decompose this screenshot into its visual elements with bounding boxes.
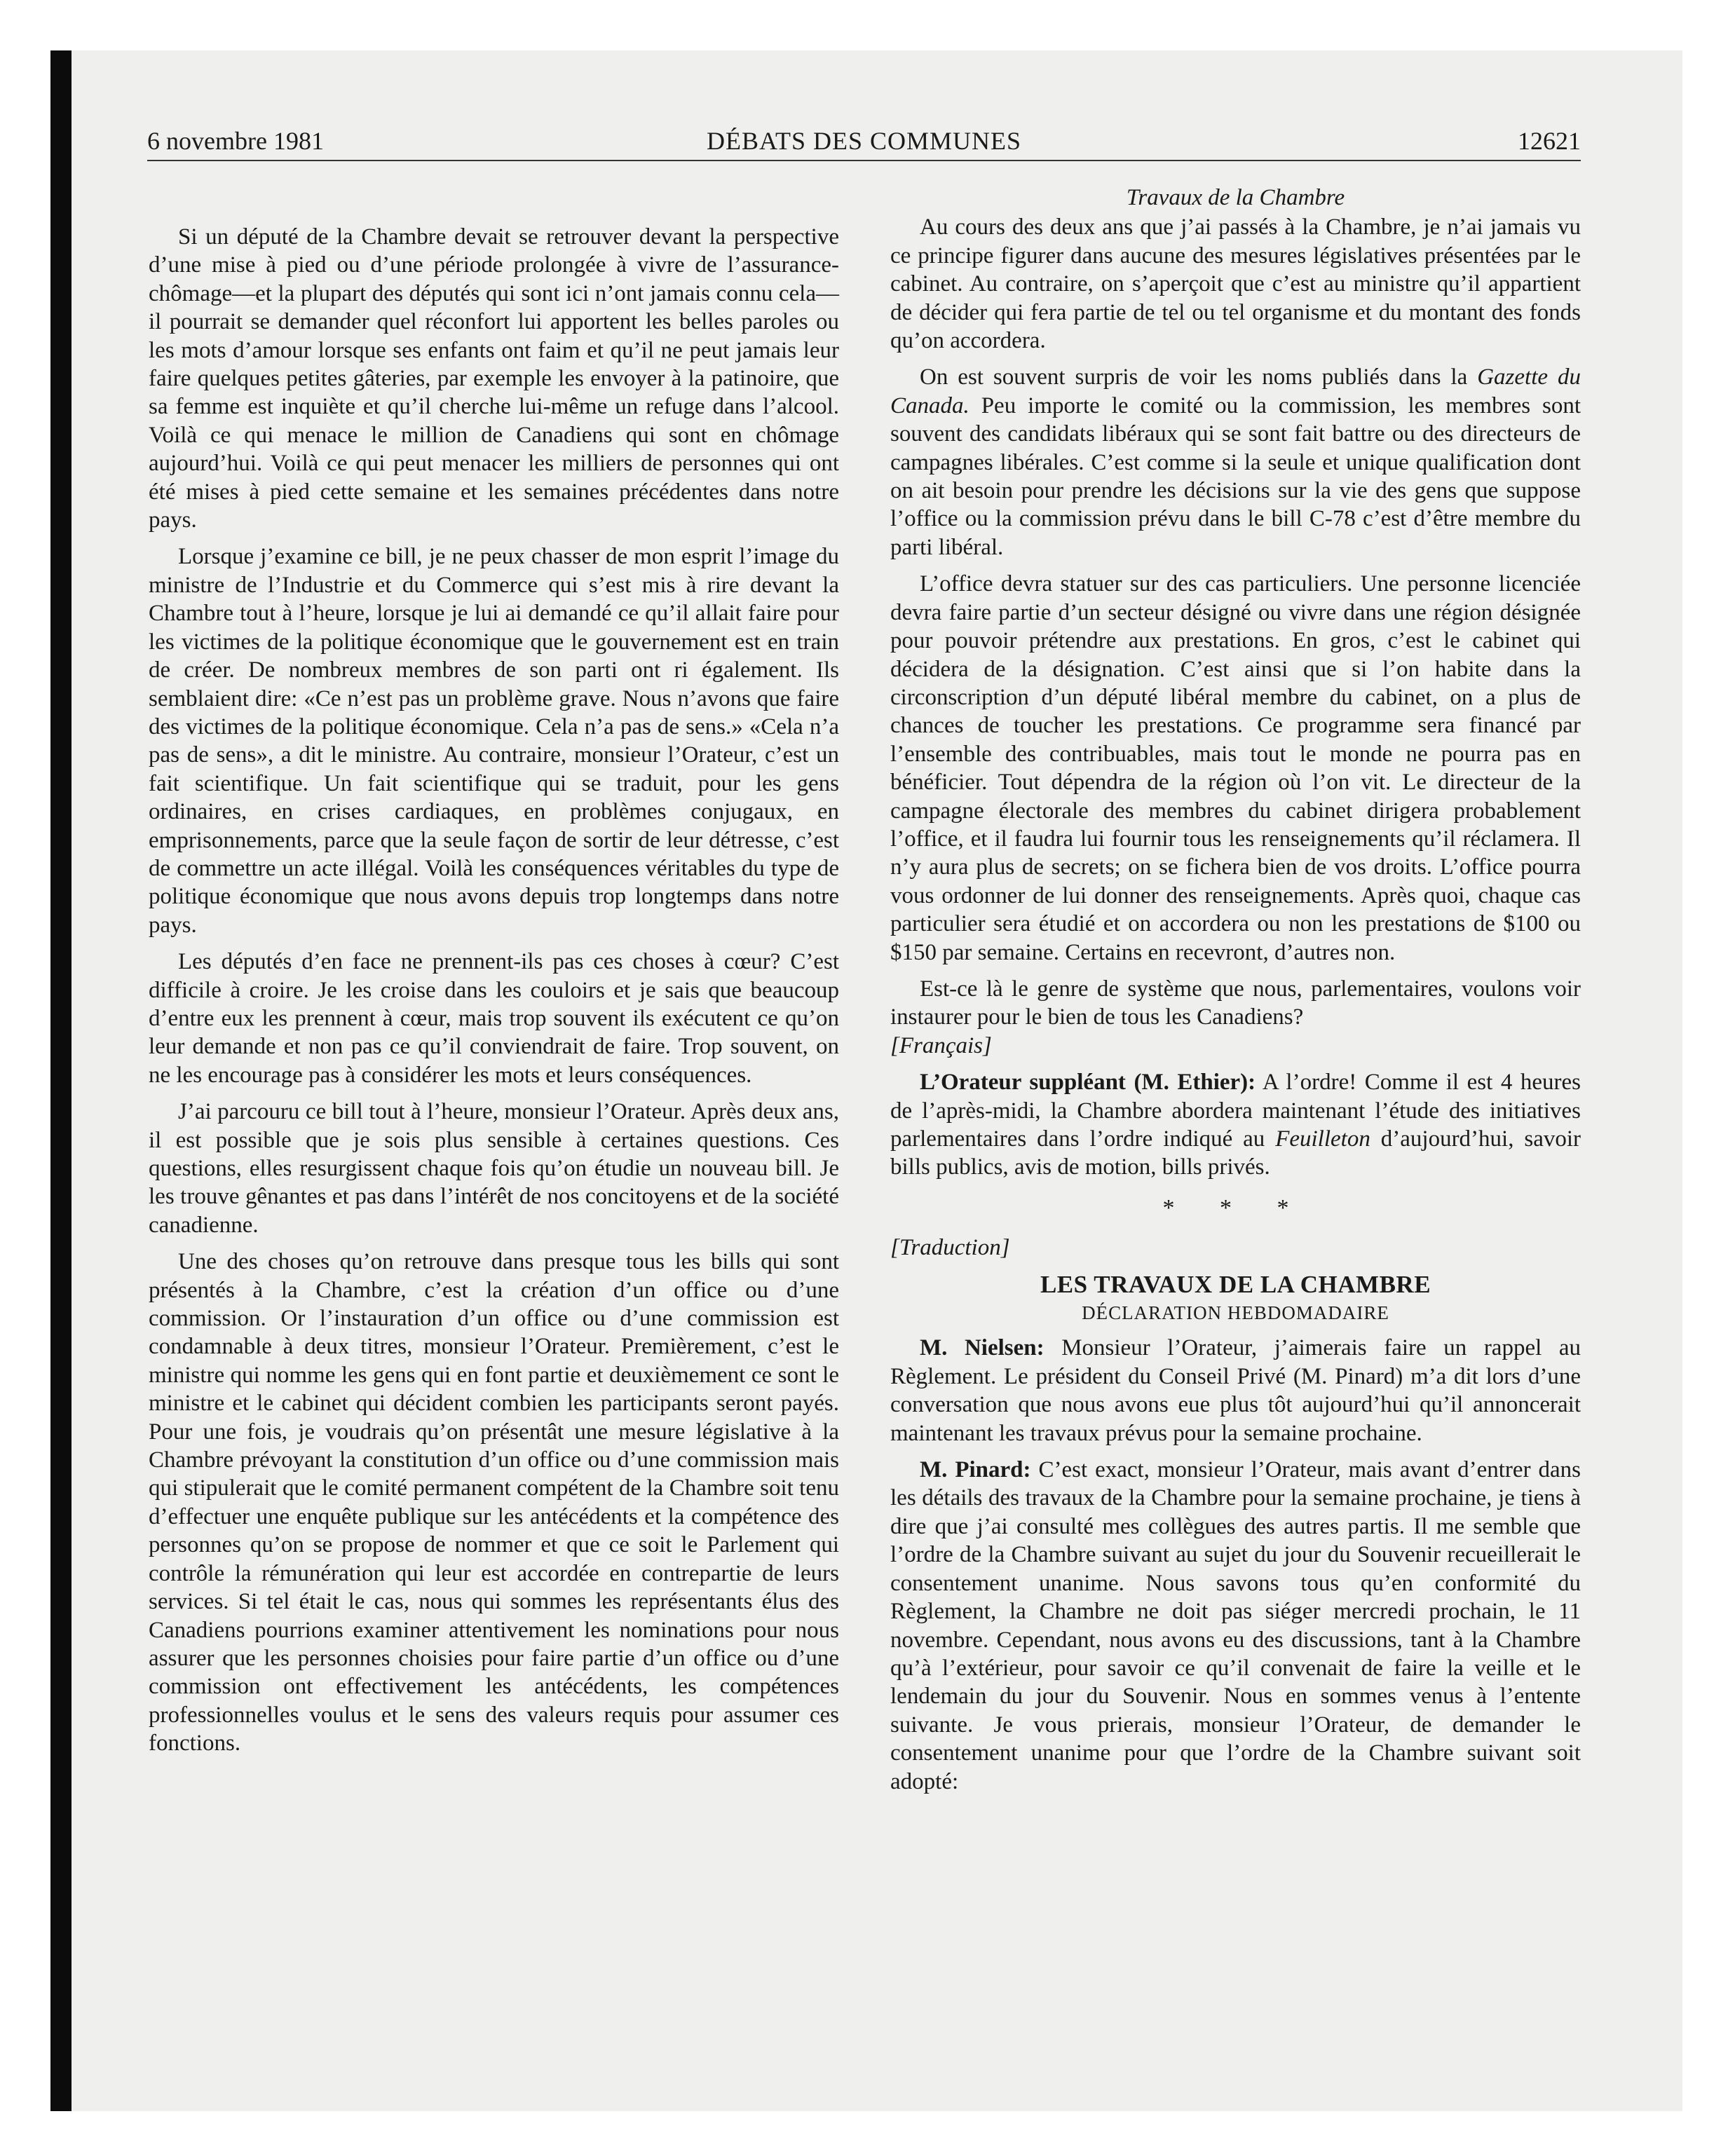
header-date: 6 novembre 1981 [147, 127, 324, 155]
paragraph: Lorsque j’examine ce bill, je ne peux chasser de mon esprit l’image du ministre de l’Industrie et du Commerce qui s’est mis à rire devant la Chambre tout à l’heure, lorsque je lui ai demandé ce qu’il allait faire pour les victimes de la politique économique que le gouvernement est en train de créer. De nombreux membres de son parti ont ri également. Ils semblaient dire: «Ce n’est pas un problème grave. Nous n’avons que faire des victimes de la politique économique. Cela n’a pas de sens.» «Cela n’a pas de sens», a dit le ministre. Au contraire, monsieur l’Orateur, c’est un fait scientifique. Un fait scientifique qui se traduit, pour les gens ordinaires, en crises cardiaques, en problèmes conjugaux, en emprisonnements, parce que la seule façon de sortir de leur détresse, c’est de commettre un acte illégal. Voilà les conséquences véritables du type de politique économique que nous avons depuis trop longtemps dans notre pays. [149, 544, 839, 938]
text-span: A l’ordre! Comme il est 4 heures de l’après-midi, la Chambre abordera maintenant l’étude des initiatives parlementaires dans l’ordre indiqué au [890, 1070, 1581, 1152]
paragraph: Au cours des deux ans que j’ai passés à la Chambre, je n’ai jamais vu ce principe figurer dans aucune des mesures législatives présentées par le cabinet. Au contraire, on s’aperçoit que c’est au ministre qu’il appartient de décider qui fera partie de tel ou tel organisme et du montant des fonds qu’on accordera. [890, 214, 1581, 354]
speech [890, 1456, 1581, 1796]
page-header [147, 126, 1581, 161]
text-span: C’est exact, monsieur l’Orateur, mais avant d’entrer dans les détails des travaux de la Chambre pour la semaine prochaine, je tiens à dire que j’ai consulté mes collègues des autres partis. Il me semble que l’ordre de la Chambre suivant au sujet du jour du Souvenir recueillerait le consentement unanime. Nous savons tous qu’en conformité du Règlement, la Chambre ne doit pas siéger mercredi prochain, le 11 novembre. Cependant, nous avons eu des discussions, tant à la Chambre qu’à l’extérieur, pour savoir ce qu’il convenait de faire la veille et le lendemain du jour du Souvenir. Nous en sommes venus à l’entente suivante. Je vous prierais, monsieur l’Orateur, de demander le consentement unanime pour que l’ordre de la Chambre suivant soit adopté: [890, 1457, 1581, 1794]
text-span: Monsieur l’Orateur, j’aimerais faire un rappel au Règlement. Le président du Conseil Privé (M. Pinard) m’a dit lors d’une conversation que nous avons eue plus tôt aujourd’hui qu’il annoncerait maintenant les travaux prévus pour la semaine prochaine. [890, 1335, 1581, 1446]
feuilleton-title: Feuilleton [1275, 1126, 1370, 1152]
right-column [890, 184, 1581, 1804]
speech [890, 1068, 1581, 1182]
text-span: d’aujourd’hui, savoir bills publics, avis de motion, bills privés. [890, 1126, 1581, 1180]
left-column [149, 223, 839, 1766]
section-separator: * * * [1162, 1194, 1309, 1221]
language-tag: [Français] [890, 1032, 992, 1058]
paragraph: Une des choses qu’on retrouve dans presque tous les bills qui sont présentés à la Chambre, c’est la création d’un office ou d’une commission. Or l’instauration d’un office ou d’une commission est condamnable à deux titres, monsieur l’Orateur. Premièrement, c’est le ministre qui nomme les gens qui en font partie et deuxièmement ce sont le ministre et le cabinet qui décident combien les participants seront payés. Pour une fois, je voudrais qu’on présentât une mesure législative à la Chambre prévoyant la constitution d’un office ou d’une commission mais qui stipulerait que le comité permanent compétent de la Chambre soit tenu d’effectuer une enquête publique sur les antécédents et la compétence des personnes qu’on se propose de nommer et que ce soit le Parlement qui contrôle la rémunération qui leur est accordée en contrepartie de leurs services. Si tel était le cas, nous qui sommes les représentants élus des Canadiens pourrions examiner attentivement les nominations pour nous assurer que les personnes choisies pour faire partie d’un office ou d’une commission ont effectivement les antécédents, les compétences professionnelles voulus et le sens des valeurs requis pour assumer ces fonctions. [149, 1249, 839, 1756]
binding-edge [50, 50, 72, 2111]
paragraph [890, 363, 1581, 561]
speaker-name: M. Pinard: [920, 1457, 1031, 1483]
section-subtitle: DÉCLARATION HEBDOMADAIRE [1082, 1302, 1389, 1324]
paragraph: L’office devra statuer sur des cas particuliers. Une personne licenciée devra faire partie d’un secteur désigné ou vivre dans une région désignée pour pouvoir prétendre aux prestations. En gros, c’est le cabinet qui décidera de la désignation. C’est ainsi que si l’on habite dans la circonscription d’un député libéral membre du cabinet, on a plus de chances de toucher les prestations. Ce programme sera financé par l’ensemble des contribuables, mais tout le monde ne pourra pas en bénéficier. Tout dépendra de la région où l’on vit. Le directeur de la campagne électorale des membres du cabinet dirigera probablement l’office, et il faudra lui fournir tous les renseignements qu’il réclamera. Il n’y aura plus de secrets; on se fichera bien de vos droits. L’office pourra vous ordonner de lui donner des renseignements. Après quoi, chaque cas particulier sera étudié et on accordera ou non les prestations de $100 ou $150 par semaine. Certains en recevront, d’autres non. [890, 571, 1581, 965]
paragraph: J’ai parcouru ce bill tout à l’heure, monsieur l’Orateur. Après deux ans, il est possible que je sois plus sensible à certaines questions. Ces questions, elles resurgissent chaque fois qu’on étudie un nouveau bill. Je les trouve gênantes et pas dans l’intérêt de nos concitoyens et de la société canadienne. [149, 1099, 839, 1238]
speaker-name: M. Nielsen: [920, 1335, 1045, 1361]
header-title: DÉBATS DES COMMUNES [706, 127, 1022, 155]
language-tag: [Traduction] [890, 1235, 1010, 1261]
text-span: On est souvent surpris de voir les noms publiés dans la [920, 364, 1468, 390]
running-head: Travaux de la Chambre [1126, 185, 1345, 210]
page-number: 12621 [1518, 127, 1581, 155]
paragraph: Est-ce là le genre de système que nous, parlementaires, voulons voir instaurer pour le bien de tous les Canadiens? [890, 976, 1581, 1030]
text-span: Peu importe le comité ou la commission, les membres sont souvent des candidats libéraux qui se sont fait battre ou des directeurs de campagnes libérales. C’est comme si la seule et unique qualification dont on ait besoin pour prendre les décisions sur la vie des gens que suppose l’office ou la commission prévu dans le bill C-78 c’est d’être membre du parti libéral. [890, 393, 1581, 560]
gazette-title: Gazette du Canada. [890, 364, 1581, 418]
paragraph: Si un député de la Chambre devait se retrouver devant la perspective d’une mise à pied ou d’une période prolongée à vivre de l’assurance-chômage—et la plupart des députés qui sont ici n’ont jamais connu cela—il pourrait se demander quel réconfort lui apportent les belles paroles ou les mots d’amour lorsque ses enfants ont faim et qu’il ne peut jamais leur faire quelques petites gâteries, par exemple les envoyer à la patinoire, que sa femme est inquiète et qu’il cherche lui-même un refuge dans l’alcool. Voilà ce qui menace le million de Canadiens qui sont en chômage aujourd’hui. Voilà ce qui peut menacer les milliers de personnes qui ont été mises à pied cette semaine et les semaines précédentes dans notre pays. [149, 224, 839, 533]
speaker-name: L’Orateur suppléant (M. Ethier): [920, 1070, 1256, 1096]
section-title: LES TRAVAUX DE LA CHAMBRE [1040, 1270, 1431, 1298]
speech [890, 1334, 1581, 1447]
paragraph: Les députés d’en face ne prennent-ils pas ces choses à cœur? C’est difficile à croire. Je les croise dans les couloirs et je sais que beaucoup d’entre eux les prennent à cœur, mais trop souvent ils exécutent ce qu’on leur demande et non pas ce qu’il conviendrait de faire. Trop souvent, on ne les encourage pas à considérer les mots et leurs conséquences. [149, 949, 839, 1088]
